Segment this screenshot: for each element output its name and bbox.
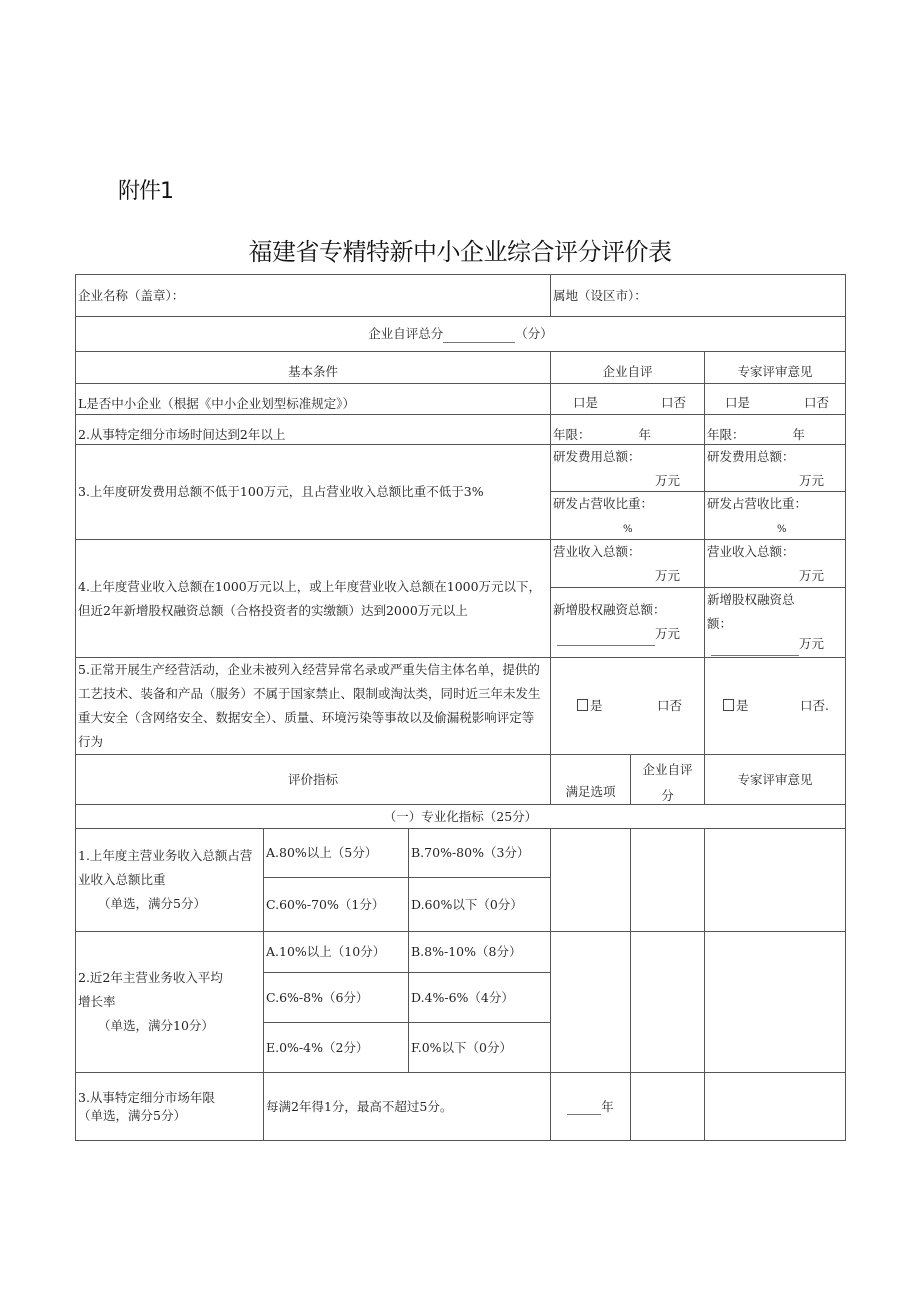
option-1a[interactable]: A.80%以上（5分） (263, 828, 409, 878)
eval-item-3: 3.从事特定细分市场年限 （单选，满分5分） (75, 1072, 264, 1141)
option-2f[interactable]: F.0%以下（0分） (408, 1022, 551, 1073)
self-total-row (75, 316, 846, 352)
basic-row-2-expert: 年限： 年 (704, 414, 846, 445)
basic-row-1-self (550, 383, 705, 415)
basic-row-3-self-a: 研发费用总额： 万元 (550, 444, 705, 492)
eval-item-2: 2.近2年主营业务收入平均增长率 （单选，满分10分） (75, 931, 264, 1073)
col-header-expert: 专家评审意见 (704, 351, 846, 384)
item-3-self-score-cell[interactable] (630, 1072, 705, 1141)
company-name-field[interactable] (75, 274, 551, 317)
region-field[interactable] (550, 274, 846, 317)
option-2b[interactable]: B.8%-10%（8分） (408, 931, 551, 973)
self-revenue-input[interactable] (557, 571, 655, 588)
item-3-expert-cell[interactable] (704, 1072, 846, 1141)
basic-row-4-self-b: 新增股权融资总额： 万元 (550, 587, 705, 658)
item-2-expert-cell[interactable] (704, 931, 846, 1073)
option-1c[interactable]: C.60%-70%（1分） (263, 877, 409, 932)
basic-row-5-expert (704, 657, 846, 755)
self-yes-option[interactable]: 口是 (573, 395, 599, 410)
expert-yes-option-5[interactable]: 是 (723, 694, 749, 718)
basic-row-5-text: 5.正常开展生产经营活动，企业未被列入经营异常名录或严重失信主体名单，提供的工艺技术、装备和产品（服务）不属于国家禁止、限制或淘汰类，同时近三年未发生重大安全（含网络安全、数据安全）、质量、环境污染等事故以及偷漏税影响评定等行为 (75, 657, 551, 755)
attachment-label: 附件1 (118, 179, 173, 204)
item-3-rule: 每满2年得1分，最高不超过5分。 (263, 1072, 551, 1141)
basic-row-3-self-b: 研发占营收比重： % (550, 491, 705, 540)
basic-row-2-self: 年限： 年 (550, 414, 705, 445)
col-header-self-score: 企业自评分 (630, 754, 705, 805)
basic-row-3-expert-b: 研发占营收比重： % (704, 491, 846, 540)
col-header-options: 满足选项 (550, 754, 631, 805)
self-yes-option-5[interactable]: 是 (577, 694, 603, 718)
item-3-years-input[interactable] (567, 1098, 601, 1115)
col-header-condition: 基本条件 (75, 351, 551, 384)
item-1-self-score-cell[interactable] (630, 828, 705, 932)
basic-row-2-text: 2.从事特定细分市场时间达到2年以上 (75, 414, 551, 445)
option-2c[interactable]: C.6%-8%（6分） (263, 972, 409, 1023)
basic-row-3-text: 3.上年度研发费用总额不低于100万元，且占营业收入总额比重不低于3% (75, 444, 551, 540)
item-1-options-cell[interactable] (550, 828, 631, 932)
section-1-heading: （一）专业化指标（25分） (75, 804, 846, 829)
col-header-self: 企业自评 (550, 351, 705, 384)
item-1-expert-cell[interactable] (704, 828, 846, 932)
page-title: 福建省专精特新中小企业综合评分评价表 (248, 238, 672, 266)
self-total-prefix: 企业自评总分 (368, 326, 444, 341)
option-2d[interactable]: D.4%-6%（4分） (408, 972, 551, 1023)
basic-row-4-text: 4.上年度营业收入总额在1000万元以上，或上年度营业收入总额在1000万元以下，但近2年新增股权融资总额（合格投资者的实缴额）达到2000万元以上 (75, 539, 551, 658)
basic-row-4-expert-b: 新增股权融资总 额： 万元 (704, 587, 846, 658)
self-total-input[interactable] (443, 326, 515, 343)
basic-row-4-expert-a: 营业收入总额： 万元 (704, 539, 846, 588)
item-3-years-cell: 年 (550, 1072, 631, 1141)
self-no-option[interactable]: 口否 (660, 395, 686, 410)
expert-no-option[interactable]: 口否 (803, 395, 829, 410)
item-2-options-cell[interactable] (550, 931, 631, 1073)
self-no-option-5[interactable]: 口否 (656, 698, 682, 713)
self-total-suffix: （分） (515, 326, 553, 341)
item-2-self-score-cell[interactable] (630, 931, 705, 1073)
basic-row-4-self-a: 营业收入总额： 万元 (550, 539, 705, 588)
self-equity-input[interactable] (557, 629, 655, 646)
option-2e[interactable]: E.0%-4%（2分） (263, 1022, 409, 1073)
option-1b[interactable]: B.70%-80%（3分） (408, 828, 551, 878)
basic-row-1-expert (704, 383, 846, 415)
basic-row-5-self (550, 657, 705, 755)
basic-row-1-text: L是否中小企业（根据《中小企业划型标准规定》） (75, 383, 551, 415)
eval-item-1: 1.上年度主营业务收入总额占营业收入总额比重 （单选，满分5分） (75, 828, 264, 932)
col-header-expert-2: 专家评审意见 (704, 754, 846, 805)
expert-equity-input[interactable] (711, 639, 799, 656)
option-2a[interactable]: A.10%以上（10分） (263, 931, 409, 973)
company-name-label: 企业名称（盖章）： (78, 287, 185, 303)
col-header-indicator: 评价指标 (75, 754, 551, 805)
expert-revenue-input[interactable] (711, 571, 799, 588)
expert-yes-option[interactable]: 口是 (725, 395, 751, 410)
expert-no-option-5[interactable]: 口否. (800, 698, 829, 713)
region-label: 属地（设区市）： (553, 287, 647, 303)
option-1d[interactable]: D.60%以下（0分） (408, 877, 551, 932)
basic-row-3-expert-a: 研发费用总额： 万元 (704, 444, 846, 492)
